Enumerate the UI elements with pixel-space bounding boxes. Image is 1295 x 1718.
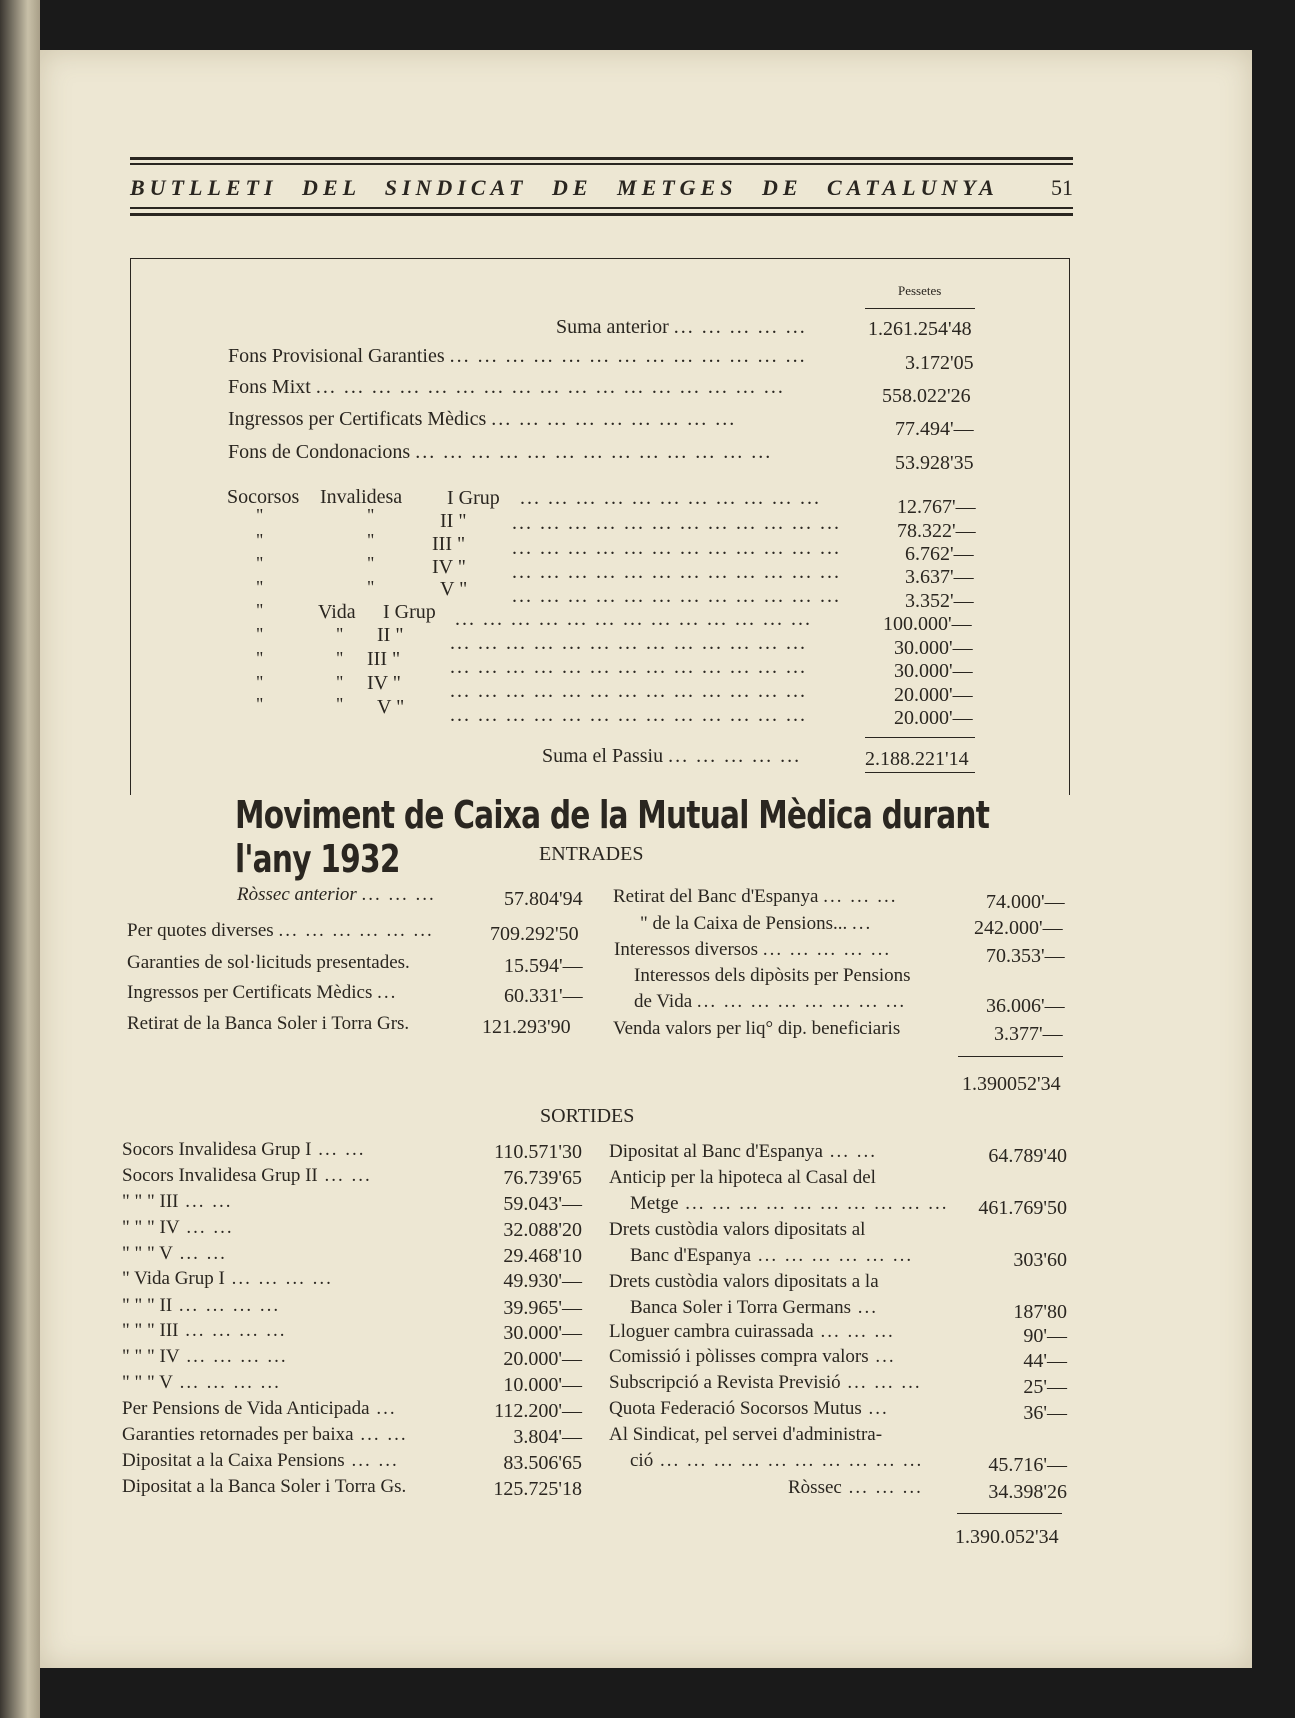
sortida-label: Drets custòdia valors dipositats a la — [609, 1271, 879, 1292]
sortida-value: 90'— — [1023, 1325, 1067, 1347]
entrada-label: " de la Caixa de Pensions... ... — [640, 913, 873, 934]
passiu-item-value: 558.022'26 — [882, 385, 971, 407]
socorsos-heading: Socorsos — [227, 486, 300, 508]
dot-leader: ... ... ... ... ... ... ... ... ... ... ... ... — [512, 512, 841, 534]
ditto-mark: " — [367, 505, 375, 525]
page-number: 51 — [1051, 175, 1073, 200]
ditto-mark: " — [367, 577, 375, 597]
dot-leader: ... ... ... ... ... ... ... ... ... ... ... ... ... — [450, 656, 807, 678]
vida-grup: IV " — [367, 672, 401, 694]
ditto-mark: " — [256, 553, 264, 573]
ditto-mark: " — [336, 624, 344, 644]
entrada-value: 3.377'— — [994, 1023, 1063, 1045]
invalidesa-grup: IV " — [432, 556, 466, 578]
dot-leader: ... ... ... ... ... ... ... ... ... ... ... ... ... — [450, 680, 807, 702]
ditto-mark: " — [256, 530, 264, 550]
entrada-label: Retirat del Banc d'Espanya ... ... ... — [613, 886, 898, 907]
sortides-heading: SORTIDES — [540, 1105, 635, 1127]
vida-grup: II " — [377, 624, 404, 646]
total-rule — [958, 1056, 1063, 1057]
sortida-label: Banca Soler i Torra Germans ... — [630, 1297, 878, 1318]
dot-leader: ... ... ... ... ... ... ... ... ... ... ... ... ... — [450, 632, 807, 654]
sortides-total: 1.390.052'34 — [955, 1526, 1059, 1548]
sortida-label: " Vida Grup I ... ... ... ... — [122, 1268, 333, 1289]
suma-anterior-value: 1.261.254'48 — [868, 318, 972, 340]
currency-label: Pessetes — [898, 283, 942, 298]
invalidesa-grup: V " — [440, 578, 468, 600]
entrada-label: Per quotes diverses ... ... ... ... ... ... — [127, 920, 434, 941]
sortida-label: " " " IV ... ... — [122, 1217, 234, 1238]
sortida-label: Anticip per la hipoteca al Casal del — [609, 1167, 876, 1188]
sortida-value: 76.739'65 — [503, 1167, 582, 1189]
sortida-label: Ròssec ... ... ... — [788, 1477, 923, 1498]
sortida-value: 39.965'— — [503, 1297, 582, 1319]
vida-grup: III " — [367, 648, 401, 670]
entrada-label: Venda valors per liq° dip. beneficiaris — [613, 1018, 901, 1039]
entrada-value: 709.292'50 — [490, 923, 579, 945]
running-header — [130, 175, 1073, 203]
sortida-label: " " " III ... ... — [122, 1191, 233, 1212]
invalidesa-value: 6.762'— — [905, 543, 974, 565]
passiu-item-value: 77.494'— — [895, 418, 974, 440]
passiu-total-label: Suma el Passiu ... ... ... ... ... — [542, 745, 802, 767]
entrada-value: 36.006'— — [986, 995, 1065, 1017]
sortida-value: 49.930'— — [503, 1270, 582, 1292]
sortida-label: Socors Invalidesa Grup II ... ... — [122, 1165, 372, 1186]
sortida-value: 44'— — [1023, 1350, 1067, 1372]
entrada-value: 74.000'— — [986, 891, 1065, 913]
sortida-value: 32.088'20 — [503, 1219, 582, 1241]
ditto-mark: " — [367, 530, 375, 550]
sortida-value: 303'60 — [1013, 1249, 1067, 1271]
sortida-value: 110.571'30 — [494, 1141, 582, 1163]
invalidesa-value: 3.352'— — [905, 590, 974, 612]
entrada-value: 242.000'— — [974, 917, 1063, 939]
sortida-value: 59.043'— — [503, 1193, 582, 1215]
sortida-value: 36'— — [1023, 1402, 1067, 1424]
sortida-label: Dipositat a la Caixa Pensions ... ... — [122, 1450, 399, 1471]
sortida-value: 3.804'— — [513, 1426, 582, 1448]
invalidesa-grup: III " — [432, 533, 466, 555]
sortida-label: Dipositat al Banc d'Espanya ... ... — [609, 1141, 877, 1162]
invalidesa-value: 3.637'— — [905, 566, 974, 588]
passiu-item-label: Fons Mixt ... ... ... ... ... ... ... ... ... ... ... ... ... ... ... ... ... — [228, 376, 785, 398]
sortida-label: Subscripció a Revista Previsió ... ... ... — [609, 1372, 922, 1393]
sortida-label: " " " IV ... ... ... ... — [122, 1346, 288, 1367]
passiu-item-label: Fons Provisional Garanties ... ... ... ... ... ... ... ... ... ... ... ... ... — [228, 345, 807, 367]
vida-value: 30.000'— — [894, 637, 973, 659]
vida-value: 100.000'— — [883, 613, 972, 635]
sortida-value: 20.000'— — [503, 1348, 582, 1370]
sortida-value: 83.506'65 — [503, 1452, 582, 1474]
ditto-mark: " — [256, 577, 264, 597]
sortida-label: " " " III ... ... ... ... — [122, 1320, 287, 1341]
ditto-mark: " — [256, 600, 264, 620]
sortida-value: 34.398'26 — [988, 1481, 1067, 1503]
journal-title: BUTLLETI DEL SINDICAT DE METGES DE CATALUNYA — [130, 175, 999, 200]
dot-leader: ... ... ... ... ... ... ... ... ... ... ... ... — [512, 561, 841, 583]
entrada-label: Interessos dels dipòsits per Pensions — [634, 965, 911, 986]
ditto-mark: " — [256, 648, 264, 668]
sortida-value: 30.000'— — [503, 1322, 582, 1344]
entrada-label: Ròssec anterior ... ... ... — [237, 884, 436, 905]
vida-value: 20.000'— — [894, 684, 973, 706]
sortida-label: Al Sindicat, pel servei d'administra- — [609, 1424, 883, 1445]
dot-leader: ... ... ... ... ... ... ... ... ... ... ... ... ... — [455, 608, 812, 630]
ditto-mark: " — [256, 624, 264, 644]
dot-leader: ... ... ... ... ... ... ... ... ... ... ... — [520, 487, 821, 509]
sortida-value: 25'— — [1023, 1376, 1067, 1398]
sortida-value: 187'80 — [1013, 1301, 1067, 1323]
vida-heading: Vida — [318, 601, 356, 623]
sortida-label: Quota Federació Socorsos Mutus ... — [609, 1398, 889, 1419]
sortida-value: 29.468'10 — [503, 1245, 582, 1267]
invalidesa-heading: Invalidesa — [320, 486, 403, 508]
column-rule — [865, 308, 975, 309]
facing-page-edge — [0, 0, 40, 1718]
sortida-label: Drets custòdia valors dipositats al — [609, 1219, 866, 1240]
entrades-heading: ENTRADES — [539, 843, 644, 865]
ditto-mark: " — [336, 694, 344, 714]
total-rule — [865, 772, 975, 773]
sortida-label: Banc d'Espanya ... ... ... ... ... ... — [630, 1245, 914, 1266]
sortida-label: " " " V ... ... ... ... — [122, 1372, 281, 1393]
dot-leader: ... ... ... ... ... ... ... ... ... ... ... ... — [512, 585, 841, 607]
total-rule — [957, 1513, 1062, 1514]
suma-anterior-label: Suma anterior ... ... ... ... ... — [556, 316, 807, 338]
sortida-label: " " " V ... ... — [122, 1243, 227, 1264]
entrades-total: 1.390052'34 — [962, 1073, 1061, 1095]
sortida-label: Garanties retornades per baixa ... ... — [122, 1424, 408, 1445]
entrada-value: 57.804'94 — [504, 888, 583, 910]
passiu-total-value: 2.188.221'14 — [865, 748, 969, 770]
passiu-item-label: Ingressos per Certificats Mèdics ... ... ... ... ... ... ... ... ... — [228, 408, 737, 430]
sortida-value: 10.000'— — [503, 1374, 582, 1396]
sortida-label: Lloguer cambra cuirassada ... ... ... — [609, 1321, 895, 1342]
sortida-value: 112.200'— — [494, 1400, 582, 1422]
passiu-item-value: 53.928'35 — [895, 452, 974, 474]
ditto-mark: " — [256, 505, 264, 525]
vida-grup: I Grup — [383, 601, 436, 623]
ditto-mark: " — [256, 672, 264, 692]
invalidesa-value: 12.767'— — [897, 496, 976, 518]
ditto-mark: " — [336, 648, 344, 668]
sortida-label: ció ... ... ... ... ... ... ... ... ... ... — [630, 1450, 924, 1471]
entrada-label: Retirat de la Banca Soler i Torra Grs. — [127, 1013, 410, 1034]
passiu-item-value: 3.172'05 — [905, 352, 974, 374]
sortida-label: " " " II ... ... ... ... — [122, 1295, 281, 1316]
sortida-label: Dipositat a la Banca Soler i Torra Gs. — [122, 1476, 407, 1497]
entrada-value: 15.594'— — [504, 955, 583, 977]
sortida-value: 45.716'— — [988, 1454, 1067, 1476]
entrada-label: Garanties de sol·licituds presentades. — [127, 952, 410, 973]
moviment-title: Moviment de Caixa de la Mutual Mèdica durant l'any 1932 — [235, 793, 990, 881]
ditto-mark: " — [336, 672, 344, 692]
invalidesa-grup: I Grup — [447, 487, 500, 509]
entrada-label: de Vida ... ... ... ... ... ... ... ... — [634, 991, 907, 1012]
ditto-mark: " — [367, 553, 375, 573]
dot-leader: ... ... ... ... ... ... ... ... ... ... ... ... ... — [450, 704, 807, 726]
entrada-value: 70.353'— — [986, 945, 1065, 967]
sortida-label: Comissió i pòlisses compra valors ... — [609, 1346, 896, 1367]
sortida-value: 461.769'50 — [978, 1197, 1067, 1219]
vida-value: 30.000'— — [894, 660, 973, 682]
vida-value: 20.000'— — [894, 707, 973, 729]
entrada-value: 60.331'— — [504, 985, 583, 1007]
sortida-label: Per Pensions de Vida Anticipada ... — [122, 1398, 397, 1419]
sortida-label: Metge ... ... ... ... ... ... ... ... ... ... — [630, 1193, 949, 1214]
entrada-label: Interessos diversos ... ... ... ... ... — [614, 939, 892, 960]
entrada-label: Ingressos per Certificats Mèdics ... — [127, 982, 398, 1003]
vida-grup: V " — [377, 696, 405, 718]
total-rule — [865, 737, 975, 738]
passiu-item-label: Fons de Condonacions ... ... ... ... ... ... ... ... ... ... ... ... ... — [228, 441, 773, 463]
sortida-label: Socors Invalidesa Grup I ... ... — [122, 1139, 366, 1160]
sortida-value: 125.725'18 — [493, 1478, 582, 1500]
entrada-value: 121.293'90 — [482, 1016, 571, 1038]
sortida-value: 64.789'40 — [988, 1145, 1067, 1167]
ditto-mark: " — [256, 694, 264, 714]
invalidesa-value: 78.322'— — [897, 520, 976, 542]
invalidesa-grup: II " — [440, 510, 467, 532]
dot-leader: ... ... ... ... ... ... ... ... ... ... ... ... — [512, 537, 841, 559]
